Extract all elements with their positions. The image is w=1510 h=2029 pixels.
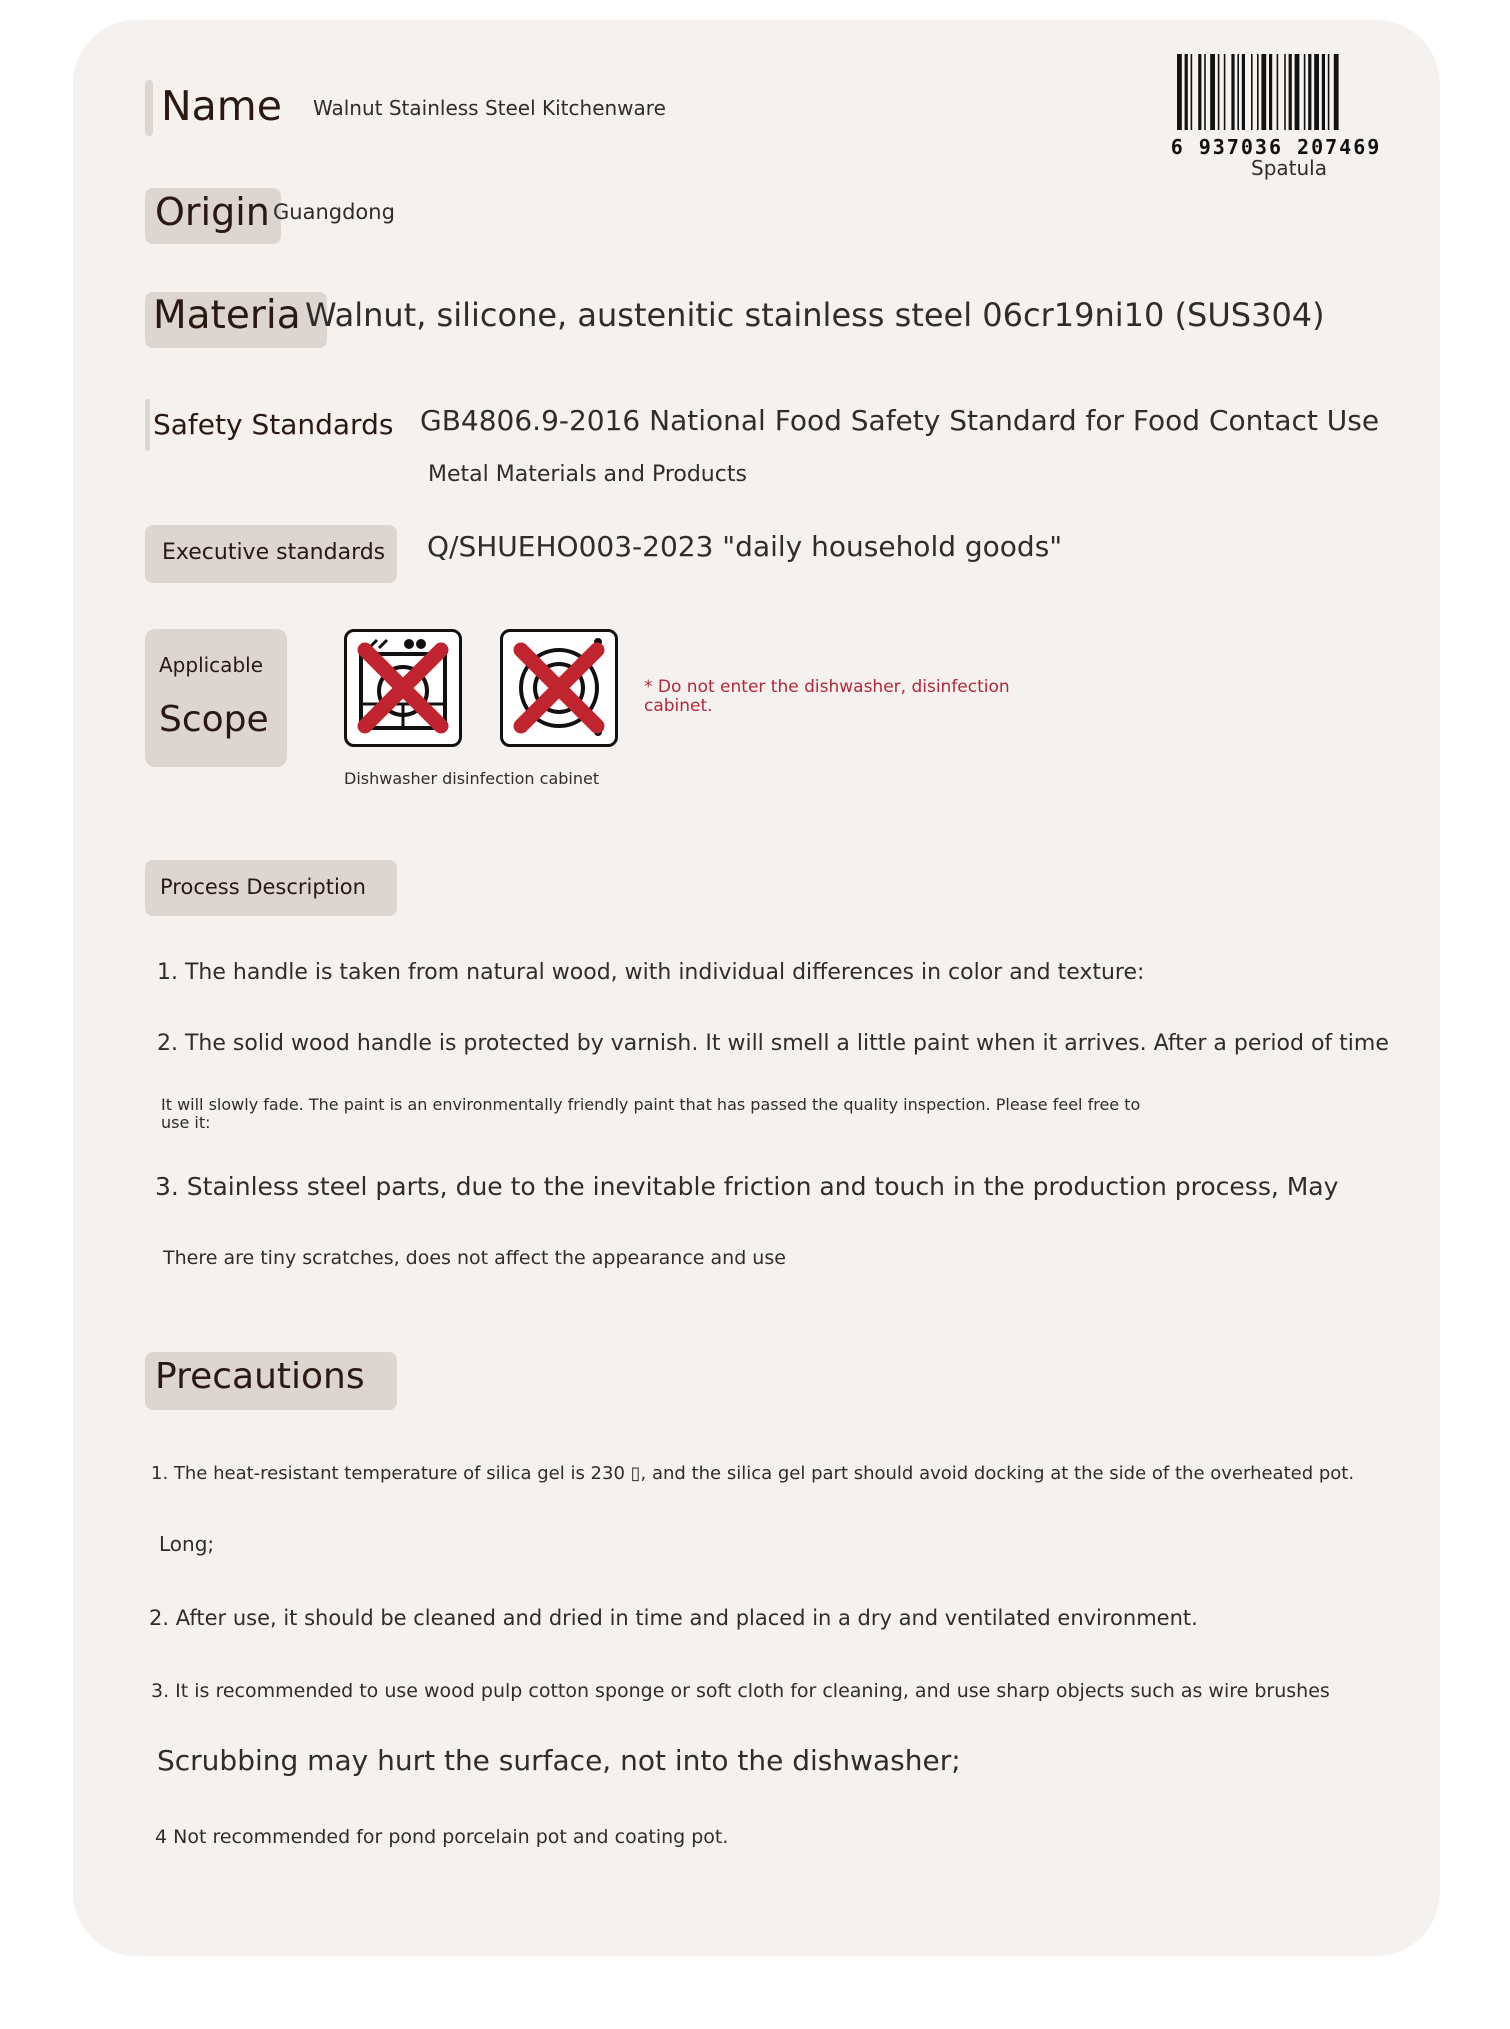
process-item-3-cont: There are tiny scratches, does not affect the appearance and use: [163, 1247, 786, 1269]
barcode-bar: [1295, 54, 1300, 130]
no-disinfection-cabinet-icon: [500, 629, 618, 747]
precaution-item-3: 3. It is recommended to use wood pulp cotton sponge or soft cloth for cleaning, and use sharp objects such as wire brushes: [151, 1680, 1330, 1702]
barcode-bar: [1308, 54, 1311, 130]
material-label: Materia: [153, 293, 301, 338]
barcode-bar: [1185, 54, 1188, 130]
barcode-bar: [1334, 54, 1339, 130]
scope-warning-line2: cabinet.: [644, 696, 713, 716]
process-label: Process Description: [160, 875, 366, 899]
origin-value: Guangdong: [273, 200, 395, 224]
process-item-2: 2. The solid wood handle is protected by varnish. It will smell a little paint when it arrives. After a period of time: [157, 1031, 1389, 1056]
process-item-1: 1. The handle is taken from natural wood, with individual differences in color and texture:: [157, 960, 1145, 985]
safety-label: Safety Standards: [153, 408, 394, 441]
executive-value: Q/SHUEHO003-2023 "daily household goods": [427, 530, 1063, 563]
barcode-bar: [1328, 54, 1330, 130]
barcode-bar: [1237, 54, 1239, 130]
barcode-bar: [1204, 54, 1206, 130]
barcode-bar: [1218, 54, 1220, 130]
barcode-bar: [1210, 54, 1215, 130]
barcode-bar: [1269, 54, 1272, 130]
material-value: Walnut, silicone, austenitic stainless steel 06cr19ni10 (SUS304): [305, 296, 1325, 334]
process-item-2-cont-2: use it:: [161, 1113, 211, 1132]
barcode-bar: [1304, 54, 1306, 130]
origin-label: Origin: [155, 190, 270, 234]
barcode-bar: [1261, 54, 1266, 130]
precaution-item-3-cont: Scrubbing may hurt the surface, not into the dishwasher;: [157, 1744, 961, 1777]
scope-warning-line1: * Do not enter the dishwasher, disinfection: [644, 677, 1010, 697]
barcode-bar: [1322, 54, 1325, 130]
precaution-item-1-cont: Long;: [159, 1532, 215, 1556]
name-tag-accent: [145, 80, 153, 136]
precaution-item-2: 2. After use, it should be cleaned and dried in time and placed in a dry and ventilated environment.: [149, 1606, 1198, 1630]
precautions-label: Precautions: [155, 1356, 365, 1397]
name-value: Walnut Stainless Steel Kitchenware: [313, 96, 666, 120]
icons-caption: Dishwasher disinfection cabinet: [344, 769, 600, 788]
safety-line2: Metal Materials and Products: [428, 462, 747, 487]
process-item-2-cont-1: It will slowly fade. The paint is an environmentally friendly paint that has passed the quality inspection. Please feel free to: [161, 1095, 1141, 1114]
executive-label: Executive standards: [162, 540, 386, 565]
scope-tag: [145, 629, 287, 767]
barcode-number: 6 937036 207469: [1171, 135, 1381, 158]
barcode-bar: [1314, 54, 1319, 130]
no-dishwasher-icon: [344, 629, 462, 747]
barcode-bar: [1251, 54, 1253, 130]
barcode-bar: [1191, 54, 1193, 130]
barcode-bar: [1289, 54, 1292, 130]
barcode-bar: [1231, 54, 1234, 130]
barcode-bar: [1284, 54, 1286, 130]
barcode-bar: [1257, 54, 1259, 130]
process-item-3: 3. Stainless steel parts, due to the inevitable friction and touch in the production process, May: [155, 1172, 1339, 1201]
precaution-item-4: 4 Not recommended for pond porcelain pot and coating pot.: [155, 1826, 729, 1848]
name-label: Name: [161, 82, 282, 130]
barcode: [1171, 52, 1381, 158]
safety-line1: GB4806.9-2016 National Food Safety Standard for Food Contact Use: [420, 404, 1380, 437]
barcode-bar: [1242, 54, 1245, 130]
barcode-bar: [1198, 54, 1201, 130]
barcode-caption: Spatula: [1251, 156, 1327, 180]
scope-label-small: Applicable: [159, 653, 263, 677]
safety-tag-accent: [145, 399, 150, 451]
barcode-bar: [1277, 54, 1279, 130]
barcode-bar: [1177, 54, 1182, 130]
barcode-bar: [1224, 54, 1226, 130]
precaution-item-1: 1. The heat-resistant temperature of silica gel is 230 ▯, and the silica gel part should avoid docking at the side of the overheated pot.: [151, 1463, 1355, 1484]
scope-label-big: Scope: [159, 699, 269, 740]
spec-card: [73, 20, 1440, 1956]
